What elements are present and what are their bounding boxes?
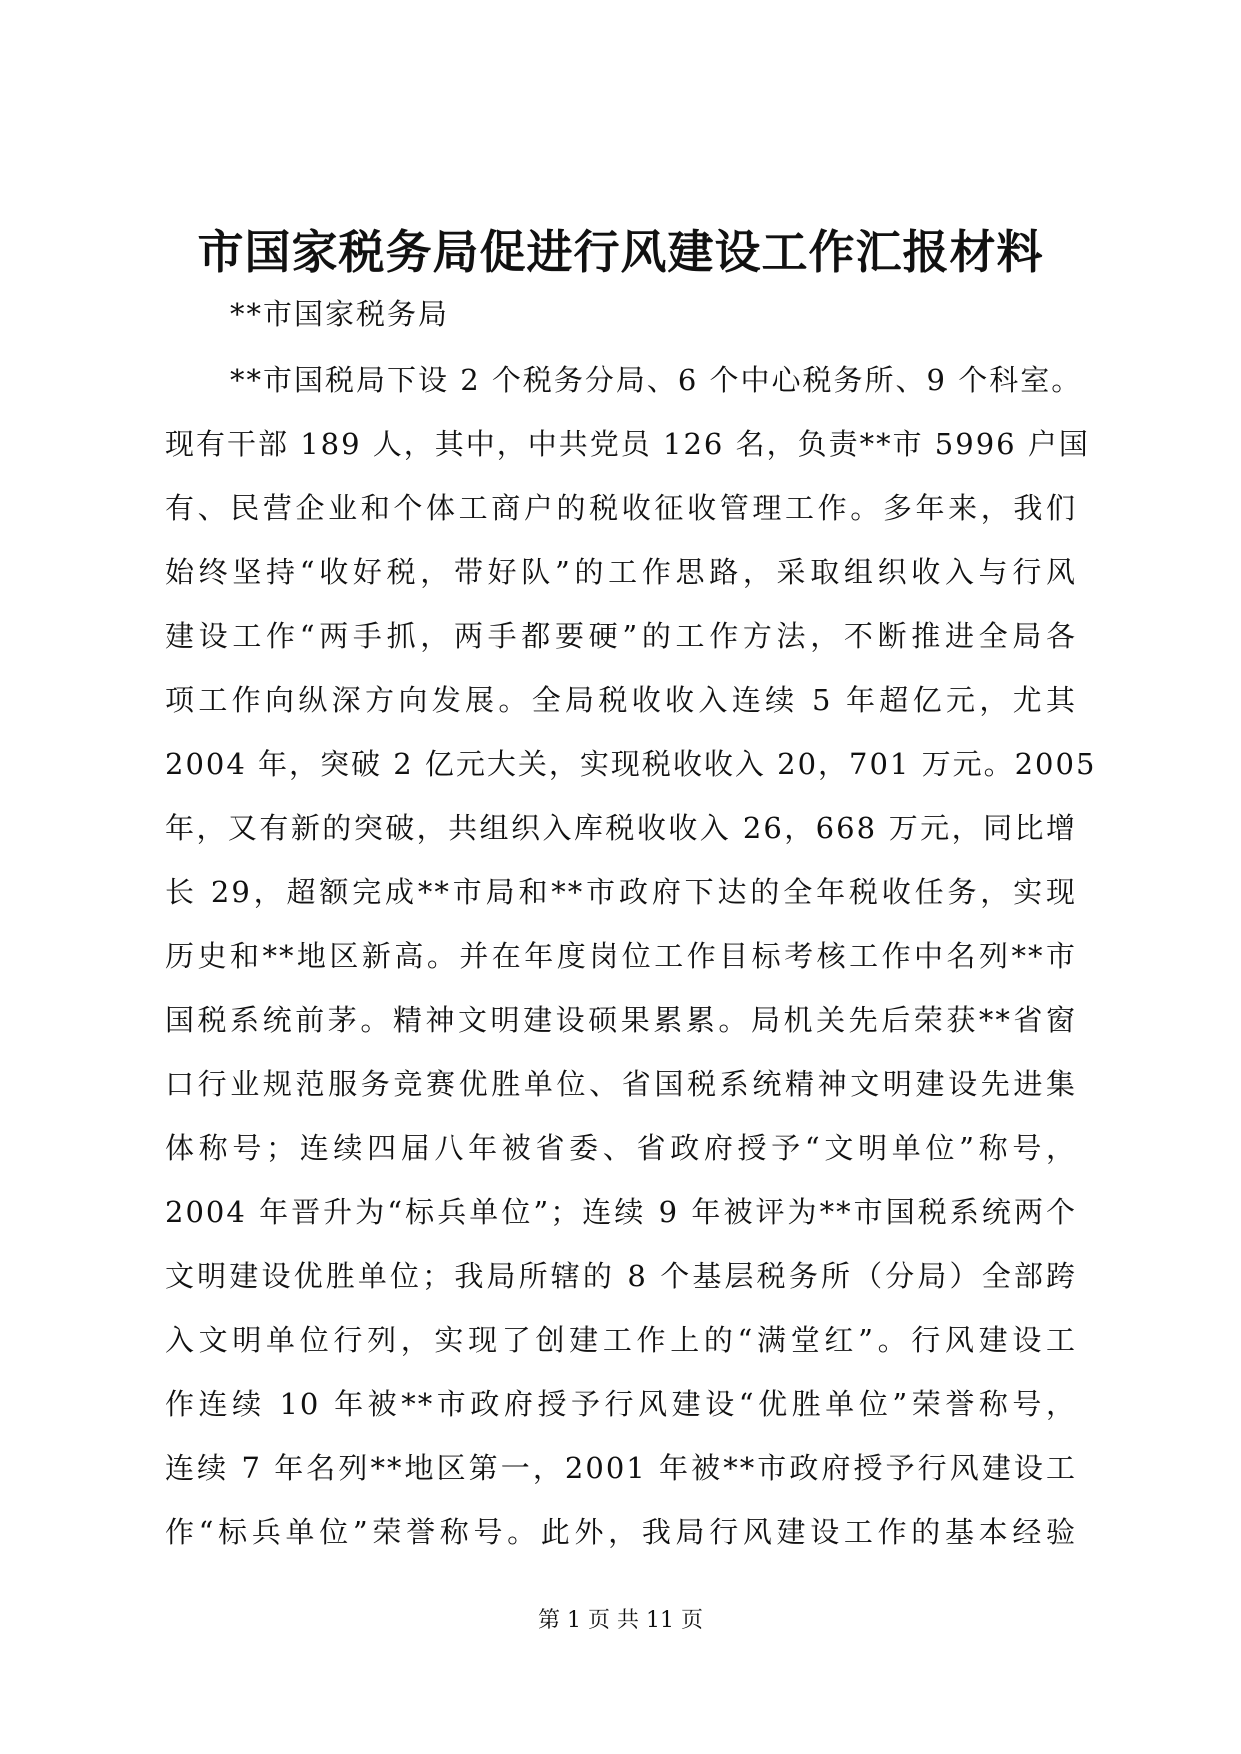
body-line: 口行业规范服务竞赛优胜单位、省国税系统精神文明建设先进集 xyxy=(165,1067,1077,1101)
body-line: 入文明单位行列，实现了创建工作上的“满堂红”。行风建设工 xyxy=(165,1323,1077,1357)
body-line: **市国税局下设 2 个税务分局、6 个中心税务所、9 个科室。 xyxy=(230,363,1083,397)
body-line: 作“标兵单位”荣誉称号。此外，我局行风建设工作的基本经验 xyxy=(165,1515,1077,1549)
body-line: 始终坚持“收好税，带好队”的工作思路，采取组织收入与行风 xyxy=(165,555,1077,589)
body-line: 文明建设优胜单位；我局所辖的 8 个基层税务所（分局）全部跨 xyxy=(165,1259,1077,1293)
body-line: 2004 年，突破 2 亿元大关，实现税收收入 20，701 万元。2005 xyxy=(165,747,1097,781)
body-line: 连续 7 年名列**地区第一，2001 年被**市政府授予行风建设工 xyxy=(165,1451,1077,1485)
body-line: 作连续 10 年被**市政府授予行风建设“优胜单位”荣誉称号， xyxy=(165,1387,1077,1421)
body-line: 体称号；连续四届八年被省委、省政府授予“文明单位”称号， xyxy=(165,1131,1077,1165)
body-line: 建设工作“两手抓，两手都要硬”的工作方法，不断推进全局各 xyxy=(165,619,1077,653)
body-line: 项工作向纵深方向发展。全局税收收入连续 5 年超亿元，尤其 xyxy=(165,683,1077,717)
page-number-footer: 第 1 页 共 11 页 xyxy=(538,1608,703,1633)
body-line: 年，又有新的突破，共组织入库税收收入 26，668 万元，同比增 xyxy=(165,811,1077,845)
body-line: 2004 年晋升为“标兵单位”；连续 9 年被评为**市国税系统两个 xyxy=(165,1195,1077,1229)
document-body xyxy=(165,348,1097,1564)
body-line: 国税系统前茅。精神文明建设硕果累累。局机关先后荣获**省窗 xyxy=(165,1003,1077,1037)
document-title: 市国家税务局促进行风建设工作汇报材料 xyxy=(197,225,1044,279)
body-line: 历史和**地区新高。并在年度岗位工作目标考核工作中名列**市 xyxy=(165,939,1077,973)
body-line: 长 29，超额完成**市局和**市政府下达的全年税收任务，实现 xyxy=(165,875,1077,909)
document-author: **市国家税务局 xyxy=(230,297,450,331)
body-line: 现有干部 189 人，其中，中共党员 126 名，负责**市 5996 户国 xyxy=(165,427,1090,461)
body-line: 有、民营企业和个体工商户的税收征收管理工作。多年来，我们 xyxy=(165,491,1077,525)
